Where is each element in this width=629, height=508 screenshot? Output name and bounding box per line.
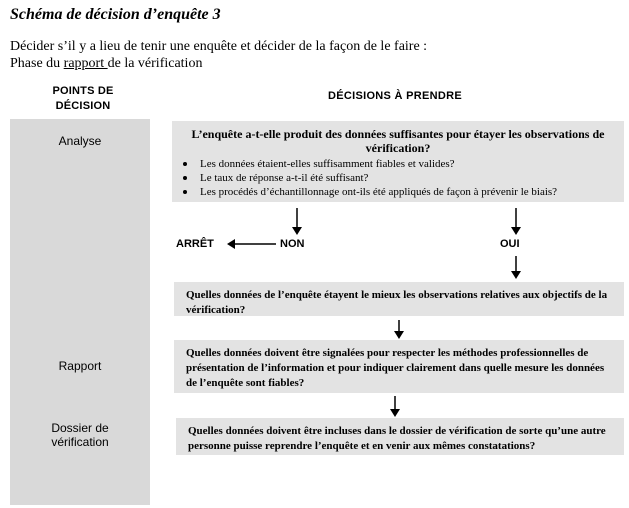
criteria-item: Le taux de réponse a-t-il été suffisant? — [180, 171, 557, 185]
decision-box-file-data: Quelles données doivent être incluses dans le dossier de vérification de sorte qu’une autre personne puisse reprendre l’enquête et en venir aux mêmes constatations? — [176, 418, 624, 455]
criteria-item: Les données étaient-elles suffisamment fiables et valides? — [180, 157, 557, 171]
subtitle-line-1: Décider s’il y a lieu de tenir une enquête et décider de la façon de le faire : — [10, 39, 428, 54]
subtitle-line-2-start: Phase du — [10, 56, 64, 71]
arrowhead — [511, 227, 521, 235]
criteria-item: Les procédés d’échantillonnage ont-ils été appliqués de façon à prévenir le biais? — [180, 185, 557, 199]
decision-question-sufficient-data: L’enquête a-t-elle produit des données suffisantes pour étayer les observations de vérification? — [191, 127, 605, 155]
column-header-decisions: DÉCISIONS À PRENDRE — [327, 90, 463, 102]
decision-box-best-data: Quelles données de l’enquête étayent le mieux les observations relatives aux objectifs de la vérification? — [174, 282, 624, 316]
arrowhead — [511, 271, 521, 279]
decision-box-report-data: Quelles données doivent être signalées pour respecter les méthodes professionnelles de présentation de l’information et pour indiquer clairement dans quelle mesure les données de l’enquête sont fiables? — [174, 340, 624, 393]
arrowhead — [292, 227, 302, 235]
page-title: Schéma de décision d’enquête 3 — [10, 6, 221, 23]
subtitle-underlined-word: rapport — [63, 56, 108, 71]
yes-label: OUI — [500, 238, 520, 250]
column-header-decision-points-line-2: DÉCISION — [55, 100, 111, 112]
decision-point-dossier-line-2: vérification — [51, 435, 109, 449]
arrowhead — [227, 239, 235, 249]
decision-point-rapport: Rapport — [58, 359, 102, 373]
subtitle-line-2-end: de la vérification — [107, 56, 203, 71]
decision-point-analyse: Analyse — [58, 134, 102, 148]
column-header-decision-points-line-1: POINTS DE — [52, 85, 114, 97]
arrowhead — [390, 409, 400, 417]
stop-label: ARRÊT — [176, 238, 214, 250]
arrowhead — [394, 331, 404, 339]
no-label: NON — [280, 238, 305, 250]
decision-point-dossier-line-1: Dossier de — [51, 421, 109, 435]
